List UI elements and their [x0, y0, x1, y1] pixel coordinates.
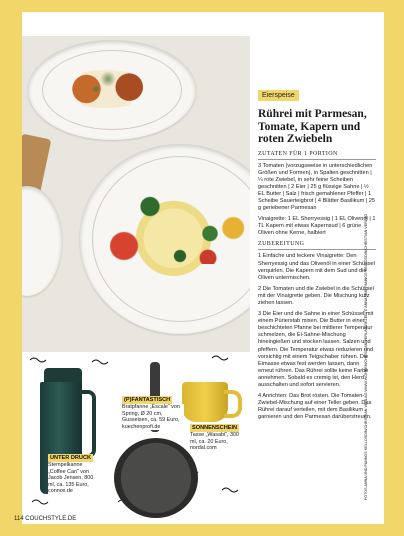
main-plate	[80, 144, 250, 334]
vinaigrette-ingredients: Vinaigrette: 1 EL Sherryessig | 1 EL Olivenöl | 1 TL Kapern mit etwas Kapernsud | 6 grüne Oliven ohne Kerne, halbiert	[258, 216, 376, 237]
step-2: 2 Die Tomaten und die Zwiebel in die Schüssel mit der Vinaigrette geben. Die Mischung kurz ziehen lassen.	[258, 285, 374, 306]
toast-slice-1	[22, 133, 51, 193]
frying-pan-image	[114, 438, 200, 522]
page-footer: 114 COUCHSTYLE.DE	[14, 516, 77, 522]
text-sonnenschein: Tasse „Wasabi“, 300 ml, ca. 20 Euro, nordal.com	[190, 432, 244, 452]
step-3: 3 Die Eier und die Sahne in einer Schüssel mit einem Pürierstab mixen. Die Butter in einer beschichteten Pfanne bei mittlerer Temperatur schmelzen, die Ei-Sahne-Mischung hineingießen und stocken lassen. Salzen und pfeffern. Die Temperatur etwas reduzieren und vorsichtig mit einem Teigschaber rühren. Die Eimasse etwas fest werden lassen, dann erneut rühren. Das Rührei sollte keine Farbe annehmen. Sobald es cremig ist, den Herd ausschalten und sofort servieren.	[258, 311, 374, 389]
label-fantastisch: (P)FANTASTISCH	[124, 397, 171, 403]
herb-garnish	[88, 62, 128, 96]
recipe-title: Rührei mit Parmesan, Tomate, Kapern und roten Zwiebeln	[258, 108, 367, 145]
text-fantastisch: Bratpfanne „Escale“ von Spring, Ø 20 cm, Gusseisen, ca. 59 Euro, kuechenprofi.de	[122, 404, 184, 430]
top-plate	[28, 40, 196, 140]
mug-image	[182, 382, 242, 426]
label-sonnenschein: SONNENSCHEIN	[192, 425, 238, 431]
photo-credit: FOTOS ANNA UND PANNOS KELLOSDIN/CHRISTIAN VERLAG WWW.WOHNEN/CHRISTIAN VERLAG REZEPTE ANNA UND PANNOS KELLOSDIN/CHRISTIAN VERLAG	[364, 213, 368, 500]
food-photo	[22, 36, 250, 352]
step-1: 1 Einfache und leckere Vinaigrette: Den Sherryessig und das Olivenöl in einer Schüssel verquirlen. Die Kapern mit dem Sud und die Oliven untermischen.	[258, 253, 375, 281]
basil-leaves	[120, 184, 240, 274]
ingredients-heading: ZUTATEN FÜR 1 PORTION	[258, 151, 376, 160]
text-unter-druck: Stempelkanne „Coffee Can“ von Jacob Jensen, 800 ml, ca. 135 Euro, connox.de	[48, 462, 100, 495]
side-plate	[22, 186, 62, 296]
preparation-heading: ZUBEREITUNG	[258, 241, 376, 250]
ingredients-list: 3 Tomaten (vorzugsweise in unterschiedlichen Größen und Formen), in Spalten geschnitten | ¼ rote Zwiebel, in sehr feine Scheiben geschnitten | 2 Eier | 25 g flüssige Sahne | ½ EL Butter | Salz | frisch gemahlener Pfeffer | 1 Scheibe Sauerteigbrot | 4 Blätter Basilikum | 25 g geriebener Parmesan	[258, 162, 376, 212]
label-unter-druck: UNTER DRUCK	[50, 455, 92, 461]
product-section	[22, 352, 250, 522]
recipe-tag: Eierspeise	[258, 90, 299, 101]
step-4: 4 Anrichten: Das Brot rösten. Die Tomaten-Zwiebel-Mischung auf einer Teller geben. Das Rührei darauf verteilen, mit dem Basilikum garnieren und den Parmesan darüberstreuen.	[258, 393, 372, 421]
recipe-column	[258, 84, 376, 426]
